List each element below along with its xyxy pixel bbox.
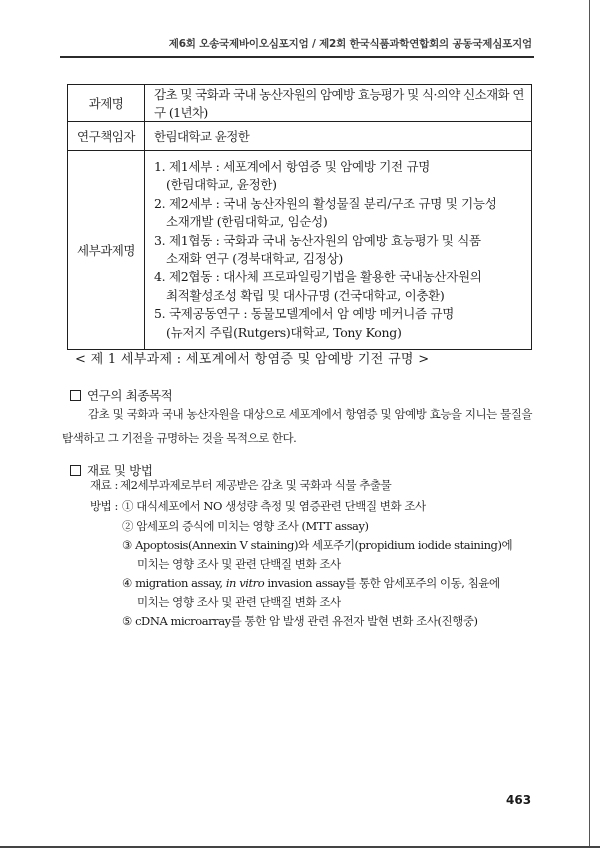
subproject-list: [154, 158, 531, 342]
subproject-1-line2: (한림대학교, 윤정한): [166, 177, 277, 193]
project-info-table: [67, 84, 532, 350]
subproject-2-line2: 소재개발 (한림대학교, 임순성): [166, 214, 328, 230]
subproject-4-line2: 최적활성조성 확립 및 대사규명 (건국대학교, 이충환): [166, 287, 445, 303]
subproject-5-line2: (뉴저지 주립(Rutgers)대학교, Tony Kong): [166, 324, 402, 340]
table-row-subprojects: [68, 151, 532, 350]
page-number: 463: [506, 793, 532, 807]
methods-label: 방법 :: [90, 499, 118, 513]
list-item: [154, 305, 531, 342]
method-4-post: invasion assay를 통한 암세포주의 이동, 침윤에: [267, 576, 500, 590]
method-2: ② 암세포의 증식에 미치는 영향 조사 (MTT assay): [122, 519, 369, 533]
method-4-line2: 미치는 영향 조사 및 관련 단백질 변화 조사: [137, 595, 341, 609]
method-4-italic: in vitro: [225, 576, 265, 590]
subprojects-cell: [145, 151, 532, 350]
subproject-heading: < 제 1 세부과제 : 세포계에서 항염증 및 암예방 기전 규명 >: [75, 352, 430, 367]
running-header: 제6회 오송국제바이오심포지엄 / 제2회 한국식품과학연합회의 공동국제심포지엄: [168, 38, 532, 50]
method-3-line2: 미치는 영향 조사 및 관련 단백질 변화 조사: [137, 557, 341, 571]
subprojects-label: 세부과제명: [68, 151, 145, 350]
subproject-1-line1: 1. 제1세부 : 세포계에서 항염증 및 암예방 기전 규명: [154, 158, 431, 174]
materials-label: 재료 :: [90, 478, 118, 492]
list-item: [154, 195, 531, 232]
lead-value: 한림대학교 윤정한: [145, 122, 532, 151]
materials-text: 제2세부과제로부터 제공받은 감초 및 국화과 식물 추출물: [120, 478, 392, 492]
subproject-2-line1: 2. 제2세부 : 국내 농산자원의 활성물질 분리/구조 규명 및 기능성: [154, 195, 497, 211]
table-row-lead: [68, 122, 532, 151]
method-4-pre: ④ migration assay,: [122, 576, 223, 590]
page-edge-right: [589, 0, 590, 848]
method-4-line1: [122, 575, 500, 591]
title-value: 감초 및 국화과 국내 농산자원의 암예방 효능평가 및 식·의약 신소재화 연구 (1년차): [145, 85, 532, 122]
methods-heading-text: 재료 및 방법: [87, 463, 153, 478]
list-item: [154, 232, 531, 269]
checkbox-square-icon: [70, 465, 81, 476]
subproject-3-line1: 3. 제1협동 : 국화과 국내 농산자원의 암예방 효능평가 및 식품: [154, 232, 481, 248]
list-item: [154, 268, 531, 305]
method-1: ① 대식세포에서 NO 생성량 측정 및 염증관련 단백질 변화 조사: [122, 499, 426, 513]
goal-paragraph: 감초 및 국화과 국내 농산자원을 대상으로 세포계에서 항염증 및 암예방 효능을 지니는 물질을 탐색하고 그 기전을 규명하는 것을 목적으로 한다.: [62, 407, 532, 445]
subproject-3-line2: 소재화 연구 (경북대학교, 김정상): [166, 251, 343, 266]
subproject-5-line1: 5. 국제공동연구 : 동물모델계에서 암 예방 메커니즘 규명: [154, 306, 455, 322]
table-row-title: [68, 85, 532, 122]
list-item: [154, 158, 531, 195]
checkbox-square-icon: [70, 390, 81, 401]
method-5: ⑤ cDNA microarray를 통한 암 발생 관련 유전자 발현 변화 조사(진행중): [122, 614, 478, 628]
subproject-4-line1: 4. 제2협동 : 대사체 프로파일링기법을 활용한 국내농산자원의: [154, 269, 482, 285]
method-3-line1: ③ Apoptosis(Annexin V staining)와 세포주기(propidium iodide staining)에: [122, 538, 513, 552]
title-label: 과제명: [68, 85, 145, 122]
lead-label: 연구책임자: [68, 122, 145, 151]
goal-heading-text: 연구의 최종목적: [87, 388, 173, 403]
header-rule: [60, 56, 534, 58]
